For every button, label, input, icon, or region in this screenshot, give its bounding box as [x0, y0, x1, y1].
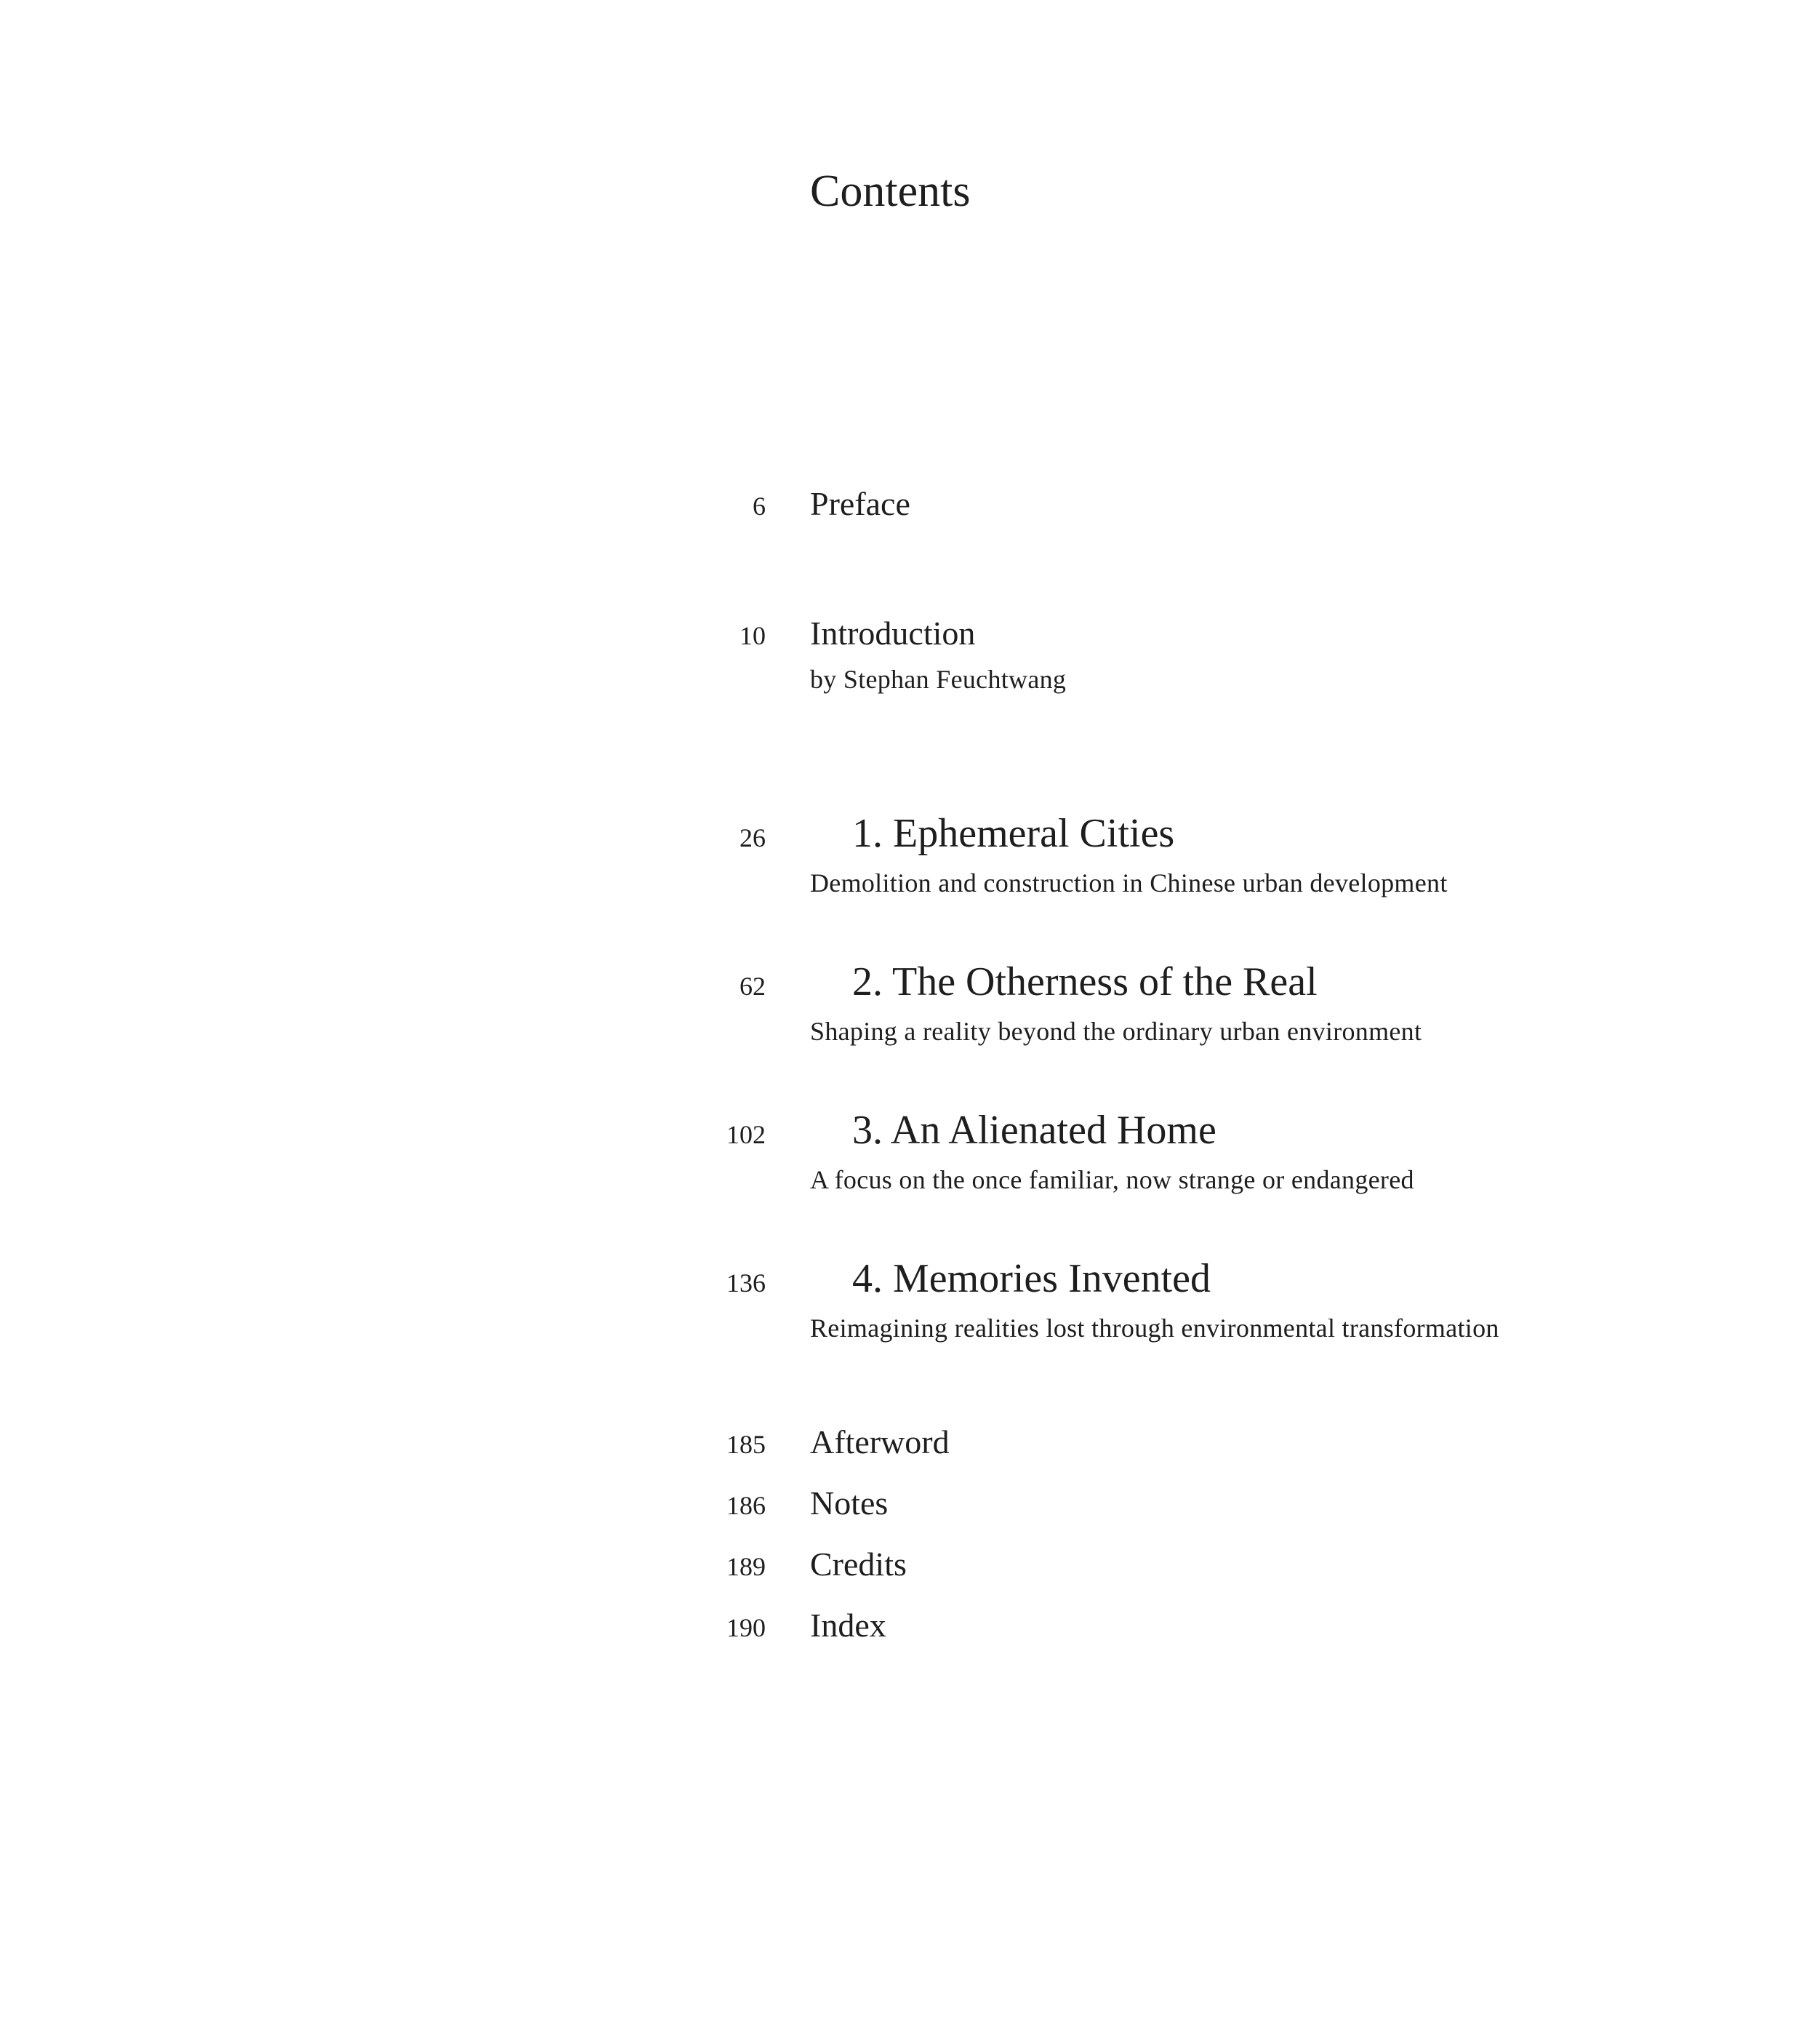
toc-entry-title: Notes: [810, 1484, 889, 1522]
toc-page-number: 6: [753, 492, 766, 521]
page-title: Contents: [810, 167, 971, 216]
toc-page-number: 10: [739, 621, 766, 650]
toc-chapter-title: 1. Ephemeral Cities: [852, 811, 1175, 856]
toc-chapter-subtitle: Shaping a reality beyond the ordinary urban environment: [810, 1017, 1422, 1046]
toc-page-number: 136: [726, 1268, 766, 1298]
toc-page-number: 186: [726, 1491, 766, 1520]
toc-chapter-subtitle: A focus on the once familiar, now strange or endangered: [810, 1165, 1414, 1194]
toc-entry-title: Credits: [810, 1546, 907, 1583]
toc-entry-title: Afterword: [810, 1423, 950, 1460]
toc-page-number: 189: [726, 1552, 766, 1581]
toc-chapter-title: 4. Memories Invented: [852, 1256, 1211, 1301]
toc-chapter-subtitle: Reimagining realities lost through environmental transformation: [810, 1314, 1499, 1343]
toc-chapter-title: 2. The Otherness of the Real: [852, 959, 1318, 1004]
toc-entry-title: Introduction: [810, 615, 976, 652]
toc-page-number: 26: [739, 823, 766, 852]
toc-entry-title: Index: [810, 1607, 886, 1644]
toc-page-number: 185: [726, 1430, 766, 1459]
toc-page-number: 62: [739, 972, 766, 1001]
toc-chapter-subtitle: Demolition and construction in Chinese urban development: [810, 868, 1448, 897]
toc-chapter-title: 3. An Alienated Home: [852, 1108, 1216, 1153]
toc-page-number: 190: [726, 1613, 766, 1642]
toc-page-number: 102: [726, 1120, 766, 1149]
toc-entry-title: Preface: [810, 485, 910, 522]
toc-entry-author: by Stephan Feuchtwang: [810, 665, 1067, 694]
